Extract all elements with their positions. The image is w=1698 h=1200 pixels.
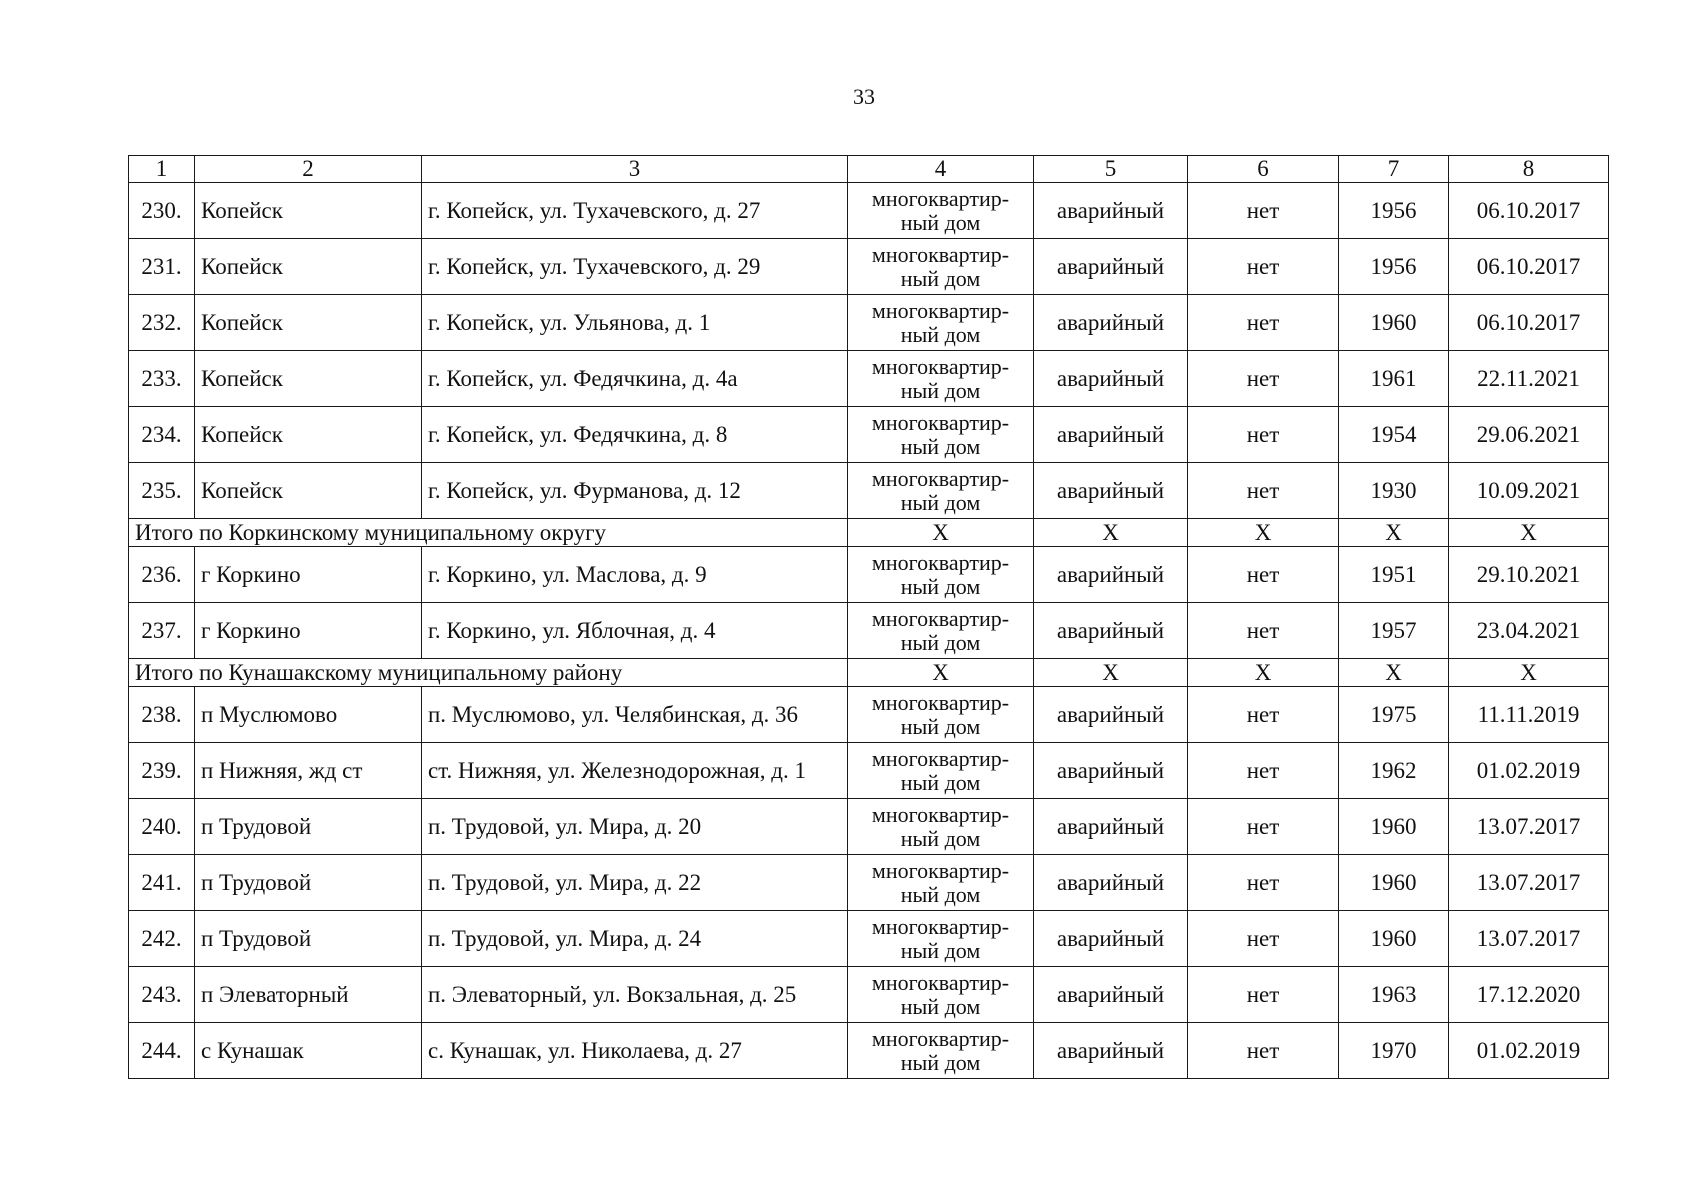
- flag-cell: нет: [1188, 911, 1339, 967]
- building-type-line: ный дом: [900, 1049, 981, 1075]
- x-mark-cell: X: [1339, 659, 1449, 687]
- building-type-line: многоквартир-: [871, 745, 1010, 771]
- building-type-line: ный дом: [900, 713, 981, 739]
- table-row: [129, 351, 1609, 407]
- building-type-cell: [848, 911, 1034, 967]
- date-cell: 06.10.2017: [1449, 239, 1609, 295]
- year-built-cell: 1960: [1339, 799, 1449, 855]
- building-type-line: ный дом: [900, 377, 981, 403]
- condition-cell: аварийный: [1034, 855, 1188, 911]
- year-built-cell: 1975: [1339, 687, 1449, 743]
- building-type-line: ный дом: [900, 489, 981, 515]
- building-type-cell: [848, 743, 1034, 799]
- building-type-line: ный дом: [900, 321, 981, 347]
- building-type-cell: [848, 463, 1034, 519]
- address-cell: г. Коркино, ул. Маслова, д. 9: [422, 547, 848, 603]
- subtotal-row: [129, 659, 1609, 687]
- x-mark-cell: X: [1188, 659, 1339, 687]
- building-type-line: ный дом: [900, 769, 981, 795]
- building-type-line: многоквартир-: [871, 353, 1010, 379]
- year-built-cell: 1960: [1339, 911, 1449, 967]
- building-type-line: многоквартир-: [871, 185, 1010, 211]
- x-mark-cell: X: [1034, 519, 1188, 547]
- flag-cell: нет: [1188, 855, 1339, 911]
- year-built-cell: 1957: [1339, 603, 1449, 659]
- year-built-cell: 1960: [1339, 295, 1449, 351]
- condition-cell: аварийный: [1034, 239, 1188, 295]
- table-row: [129, 855, 1609, 911]
- year-built-cell: 1960: [1339, 855, 1449, 911]
- row-number-cell: 238.: [129, 687, 195, 743]
- address-cell: г. Копейск, ул. Федячкина, д. 4а: [422, 351, 848, 407]
- building-type-line: многоквартир-: [871, 549, 1010, 575]
- year-built-cell: 1961: [1339, 351, 1449, 407]
- settlement-cell: Копейск: [195, 407, 422, 463]
- year-built-cell: 1951: [1339, 547, 1449, 603]
- settlement-cell: п Нижняя, жд ст: [195, 743, 422, 799]
- row-number-cell: 232.: [129, 295, 195, 351]
- page-number: 33: [853, 84, 875, 109]
- building-type-line: многоквартир-: [871, 465, 1010, 491]
- building-type-cell: [848, 351, 1034, 407]
- x-mark-cell: X: [1034, 659, 1188, 687]
- settlement-cell: Копейск: [195, 295, 422, 351]
- date-cell: 13.07.2017: [1449, 855, 1609, 911]
- building-type-line: многоквартир-: [871, 1025, 1010, 1051]
- date-cell: 29.10.2021: [1449, 547, 1609, 603]
- table-row: [129, 799, 1609, 855]
- table-row: [129, 239, 1609, 295]
- row-number-cell: 236.: [129, 547, 195, 603]
- table-row: [129, 407, 1609, 463]
- column-header: 7: [1339, 156, 1449, 183]
- settlement-cell: Копейск: [195, 239, 422, 295]
- table-row: [129, 1023, 1609, 1079]
- subtotal-row: [129, 519, 1609, 547]
- condition-cell: аварийный: [1034, 743, 1188, 799]
- row-number-cell: 234.: [129, 407, 195, 463]
- building-type-cell: [848, 967, 1034, 1023]
- condition-cell: аварийный: [1034, 547, 1188, 603]
- date-cell: 06.10.2017: [1449, 295, 1609, 351]
- column-header: 2: [195, 156, 422, 183]
- building-type-cell: [848, 547, 1034, 603]
- table-row: [129, 687, 1609, 743]
- date-cell: 01.02.2019: [1449, 743, 1609, 799]
- flag-cell: нет: [1188, 743, 1339, 799]
- address-cell: ст. Нижняя, ул. Железнодорожная, д. 1: [422, 743, 848, 799]
- date-cell: 13.07.2017: [1449, 799, 1609, 855]
- building-type-line: многоквартир-: [871, 801, 1010, 827]
- building-type-cell: [848, 295, 1034, 351]
- row-number-cell: 240.: [129, 799, 195, 855]
- condition-cell: аварийный: [1034, 687, 1188, 743]
- date-cell: 11.11.2019: [1449, 687, 1609, 743]
- row-number-cell: 241.: [129, 855, 195, 911]
- settlement-cell: п Трудовой: [195, 911, 422, 967]
- row-number-cell: 243.: [129, 967, 195, 1023]
- table-row: [129, 463, 1609, 519]
- flag-cell: нет: [1188, 295, 1339, 351]
- date-cell: 23.04.2021: [1449, 603, 1609, 659]
- settlement-cell: п Трудовой: [195, 799, 422, 855]
- settlement-cell: г Коркино: [195, 547, 422, 603]
- condition-cell: аварийный: [1034, 1023, 1188, 1079]
- year-built-cell: 1956: [1339, 183, 1449, 239]
- date-cell: 29.06.2021: [1449, 407, 1609, 463]
- building-type-line: многоквартир-: [871, 857, 1010, 883]
- settlement-cell: Копейск: [195, 351, 422, 407]
- x-mark-cell: X: [848, 519, 1034, 547]
- settlement-cell: с Кунашак: [195, 1023, 422, 1079]
- table-row: [129, 547, 1609, 603]
- address-cell: п. Элеваторный, ул. Вокзальная, д. 25: [422, 967, 848, 1023]
- condition-cell: аварийный: [1034, 463, 1188, 519]
- address-cell: п. Муслюмово, ул. Челябинская, д. 36: [422, 687, 848, 743]
- row-number-cell: 233.: [129, 351, 195, 407]
- building-type-line: многоквартир-: [871, 241, 1010, 267]
- building-type-line: ный дом: [900, 993, 981, 1019]
- building-type-line: ный дом: [900, 209, 981, 235]
- date-cell: 01.02.2019: [1449, 1023, 1609, 1079]
- flag-cell: нет: [1188, 603, 1339, 659]
- table-row: [129, 183, 1609, 239]
- row-number-cell: 231.: [129, 239, 195, 295]
- building-type-cell: [848, 407, 1034, 463]
- flag-cell: нет: [1188, 351, 1339, 407]
- building-type-line: многоквартир-: [871, 297, 1010, 323]
- settlement-cell: г Коркино: [195, 603, 422, 659]
- address-cell: г. Копейск, ул. Ульянова, д. 1: [422, 295, 848, 351]
- address-cell: п. Трудовой, ул. Мира, д. 24: [422, 911, 848, 967]
- row-number-cell: 242.: [129, 911, 195, 967]
- row-number-cell: 237.: [129, 603, 195, 659]
- year-built-cell: 1956: [1339, 239, 1449, 295]
- address-cell: г. Коркино, ул. Яблочная, д. 4: [422, 603, 848, 659]
- flag-cell: нет: [1188, 687, 1339, 743]
- building-type-line: ный дом: [900, 825, 981, 851]
- building-type-cell: [848, 239, 1034, 295]
- address-cell: г. Копейск, ул. Федячкина, д. 8: [422, 407, 848, 463]
- building-type-cell: [848, 603, 1034, 659]
- flag-cell: нет: [1188, 547, 1339, 603]
- column-header: 5: [1034, 156, 1188, 183]
- subtotal-label: Итого по Коркинскому муниципальному округу: [129, 519, 848, 547]
- building-type-cell: [848, 855, 1034, 911]
- date-cell: 22.11.2021: [1449, 351, 1609, 407]
- settlement-cell: п Трудовой: [195, 855, 422, 911]
- flag-cell: нет: [1188, 799, 1339, 855]
- x-mark-cell: X: [1449, 519, 1609, 547]
- building-type-line: ный дом: [900, 433, 981, 459]
- condition-cell: аварийный: [1034, 183, 1188, 239]
- flag-cell: нет: [1188, 967, 1339, 1023]
- x-mark-cell: X: [1339, 519, 1449, 547]
- building-type-line: ный дом: [900, 937, 981, 963]
- x-mark-cell: X: [1449, 659, 1609, 687]
- building-type-cell: [848, 687, 1034, 743]
- condition-cell: аварийный: [1034, 603, 1188, 659]
- table-row: [129, 743, 1609, 799]
- address-cell: с. Кунашак, ул. Николаева, д. 27: [422, 1023, 848, 1079]
- building-type-line: многоквартир-: [871, 689, 1010, 715]
- date-cell: 17.12.2020: [1449, 967, 1609, 1023]
- column-header: 4: [848, 156, 1034, 183]
- flag-cell: нет: [1188, 463, 1339, 519]
- row-number-cell: 244.: [129, 1023, 195, 1079]
- year-built-cell: 1930: [1339, 463, 1449, 519]
- flag-cell: нет: [1188, 183, 1339, 239]
- column-number-row: [129, 156, 1609, 183]
- building-type-line: ный дом: [900, 573, 981, 599]
- year-built-cell: 1962: [1339, 743, 1449, 799]
- date-cell: 13.07.2017: [1449, 911, 1609, 967]
- condition-cell: аварийный: [1034, 295, 1188, 351]
- column-header: 8: [1449, 156, 1609, 183]
- building-type-line: ный дом: [900, 881, 981, 907]
- building-type-line: многоквартир-: [871, 969, 1010, 995]
- year-built-cell: 1963: [1339, 967, 1449, 1023]
- table-row: [129, 911, 1609, 967]
- condition-cell: аварийный: [1034, 911, 1188, 967]
- row-number-cell: 230.: [129, 183, 195, 239]
- flag-cell: нет: [1188, 239, 1339, 295]
- building-type-cell: [848, 1023, 1034, 1079]
- row-number-cell: 239.: [129, 743, 195, 799]
- building-type-line: ный дом: [900, 629, 981, 655]
- housing-registry-table: [128, 155, 1609, 1079]
- building-type-line: ный дом: [900, 265, 981, 291]
- address-cell: г. Копейск, ул. Тухачевского, д. 27: [422, 183, 848, 239]
- settlement-cell: п Муслюмово: [195, 687, 422, 743]
- x-mark-cell: X: [848, 659, 1034, 687]
- row-number-cell: 235.: [129, 463, 195, 519]
- condition-cell: аварийный: [1034, 407, 1188, 463]
- building-type-line: многоквартир-: [871, 913, 1010, 939]
- address-cell: г. Копейск, ул. Тухачевского, д. 29: [422, 239, 848, 295]
- building-type-line: многоквартир-: [871, 409, 1010, 435]
- condition-cell: аварийный: [1034, 799, 1188, 855]
- date-cell: 06.10.2017: [1449, 183, 1609, 239]
- column-header: 6: [1188, 156, 1339, 183]
- address-cell: г. Копейск, ул. Фурманова, д. 12: [422, 463, 848, 519]
- x-mark-cell: X: [1188, 519, 1339, 547]
- condition-cell: аварийный: [1034, 351, 1188, 407]
- address-cell: п. Трудовой, ул. Мира, д. 20: [422, 799, 848, 855]
- condition-cell: аварийный: [1034, 967, 1188, 1023]
- settlement-cell: Копейск: [195, 183, 422, 239]
- subtotal-label: Итого по Кунашакскому муниципальному району: [129, 659, 848, 687]
- settlement-cell: п Элеваторный: [195, 967, 422, 1023]
- year-built-cell: 1970: [1339, 1023, 1449, 1079]
- table-row: [129, 295, 1609, 351]
- flag-cell: нет: [1188, 407, 1339, 463]
- table-row: [129, 603, 1609, 659]
- column-header: 3: [422, 156, 848, 183]
- date-cell: 10.09.2021: [1449, 463, 1609, 519]
- column-header: 1: [129, 156, 195, 183]
- year-built-cell: 1954: [1339, 407, 1449, 463]
- building-type-cell: [848, 799, 1034, 855]
- table-row: [129, 967, 1609, 1023]
- flag-cell: нет: [1188, 1023, 1339, 1079]
- building-type-cell: [848, 183, 1034, 239]
- settlement-cell: Копейск: [195, 463, 422, 519]
- table-body: [129, 156, 1609, 1079]
- building-type-line: многоквартир-: [871, 605, 1010, 631]
- address-cell: п. Трудовой, ул. Мира, д. 22: [422, 855, 848, 911]
